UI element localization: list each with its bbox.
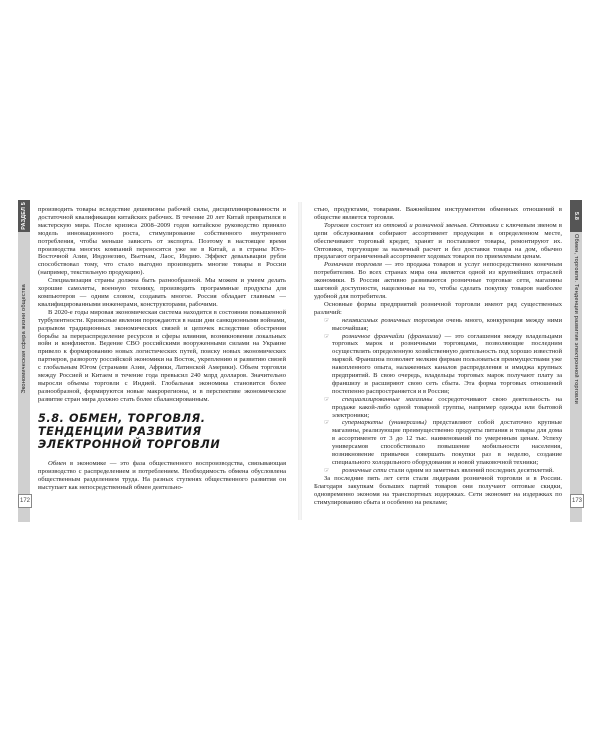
right-text-column [314,206,562,506]
right-side-strip [570,200,582,522]
finger-pointer-icon: ☞ [324,332,330,340]
page-number: 172 [18,494,32,508]
paragraph: За последние пять лет сети стали лидерами розничной торговли и в России. Благодаря закупкам больших партий товаров они получают оптовые скидки, одновременно экономя на транспортных издержках. Сети экономят на издержках по стимулированию сбыта и особенно на рекламе; [314,474,562,506]
running-title-text: Обмен, торговля. Тенденции развития электронной торговли [573,234,579,404]
page-number: 173 [570,494,584,508]
left-side-strip [18,200,30,522]
section-tab [18,200,30,232]
section-tab-label: РАЗДЕЛ 5 [21,202,27,230]
paragraph: Специализация страны должна быть разнообразной. Мы можем и умеем делать хорошие самолеты, военную технику, производить программные продукты для компьютеров — одним словом, создавать многое. Россия обладает главным — квалифицированными инженерами, конструкторами, рабочими. [38,277,286,308]
running-title-text: Экономическая сфера жизни общества [21,284,27,394]
heading-line: ТЕНДЕНЦИИ РАЗВИТИЯ [38,425,202,439]
term: оптовой и розничной звеньев [383,221,467,229]
section-heading [38,412,286,452]
paragraph-text: — это продажа товаров и услуг непосредственно конечным потребителям. Во всех странах мира она является одной из крупнейших отраслей экономики. В России активно развиваются розничные торговые сети, магазины шаговой доступности, нацеленные на то, чтобы сделать покупку товаров наиболее удобной для потребителя. [314,261,562,300]
term: Оптовики [469,221,499,229]
term: супермаркеты (универсамы) [342,419,427,427]
list-item-text: очень много, конкуренция между ними высочайшая; [332,316,562,332]
paragraph: стью, продуктами, товарами. Важнейшим инструментом обменных отношений в обществе является торговля. [314,206,562,221]
running-title [18,234,30,394]
paragraph [314,222,562,262]
section-tab-label: 5.8 [573,211,579,221]
finger-pointer-icon: ☞ [324,419,330,427]
list-item [314,317,562,333]
term: розничные сети [342,466,387,474]
section-tab [570,200,582,232]
term: независимых розничных торговцев [342,316,443,324]
finger-pointer-icon: ☞ [324,395,330,403]
term: Розничная торговля [324,261,382,269]
paragraph-text: в экономике — это фаза общественного воспроизводства, связывающая производство с распределением и потреблением. Необходимость обмена обусловлена общественным разделением труда. На разных ступенях общественного развития он выступает как непосредственный обмен деятельно- [38,459,286,491]
paragraph: производить товары вследствие дешевизны рабочей силы, дисциплинированности и достаточной квалификации китайских рабочих. В течение 20 лет Китай превратился в мастерскую мира. После кризиса 2008–2009 годов китайское руководство приняло модель инновационного роста, стимулирование собственного внутреннего потребления, чтобы меньше зависеть от экспорта. Поэтому в настоящее время производства многих компаний переносятся уже не в Китай, а в страны Юго-Восточной Азии, Индонезию, Вьетнам, Лаос, Индию. Эффект девальвации рубля способствовал тому, что стало выгодно производить многие товары в России (например, текстильную продукцию). [38,206,286,277]
list-item [314,467,562,475]
list-item [314,333,562,396]
heading-line: ЭЛЕКТРОННОЙ ТОРГОВЛИ [38,438,221,452]
list-item-text: представляют собой достаточно крупные магазины, реализующие преимущественно продукты питания и товары для дома в ассортименте от 3 до 12 тыс. наименований по умеренным ценам. Успеху универсамов способствовало повышение мобильности населения, возникновение привычки совершать покупки раз в неделю, создание специального холодильного оборудования и новой упаковочной техники; [332,419,562,466]
finger-pointer-icon: ☞ [324,466,330,474]
paragraph [314,261,562,301]
list-item-text: — это соглашения между владельцами торговых марок и розничными торговцами, позволяющие последним осуществлять определенную хозяйственную деятельность под хорошо известной маркой. Франшиза позволяет мелким фирмам пользоваться преимуществами уже накопленного опыта, налаженных каналов распределения и имиджа крупных предприятий. В свою очередь, владельцы торговых марок получают плату за франшизу и расширяют свою сеть сбыта. Эта форма торговых отношений постепенно распространяется и в России; [332,332,562,395]
right-page [300,202,600,520]
list-item [314,419,562,466]
finger-pointer-icon: ☞ [324,316,330,324]
paragraph: Основные формы предприятий розничной торговли имеют ряд существенных различий: [314,300,562,316]
paragraph [38,460,286,492]
term: Обмен [48,459,67,467]
left-page [0,202,300,520]
left-text-column [38,206,286,492]
list-item [314,396,562,420]
paragraph: В 2020-е годы мировая экономическая система находится в состоянии повышенной турбулентности. Кризисные явления порождаются в наши дни санкционными войнами, разрывом традиционных экономических связей и цепочек вследствие обострения борьбы за перераспределение ресурсов и сферы влияния, возникновения локальных войн и конфликтов. Ведение СВО российскими вооруженными силами на Украине привело к формированию новых логистических путей, поиску новых экономических партнеров, развороту российской экономики на Восток, укреплению и развитию связей с глобальным Югом (странами Азии, Африки, Латинской Америки). Объем торговли между Россией и Китаем в течение года превысил 240 млрд долларов. Значительно выросли объемы торговли с Индией. Глобальная экономика становится более разнообразной, формируются новые макрорегионы, и в перспективе экономическое развитие стран мира должно стать более сбалансированным. [38,308,286,403]
term: розничное франчайзи (франшиза) [342,332,441,340]
list-item-text: сосредоточивают свою деятельность на продаже какой-либо одной товарной группы, например одежды или бытовой электроники; [332,395,562,419]
paragraph-text: состоит из [348,221,384,229]
list-item-text: стали одним из заметных явлений последних десятилетий. [386,466,554,474]
heading-line: 5.8. ОБМЕН, ТОРГОВЛЯ. [38,411,206,425]
term: Торговля [324,221,349,229]
paragraph-text: . [466,221,470,229]
running-title [570,234,582,404]
term: специализированные магазины [342,395,433,403]
paragraph-text: с ключевым звеном в цепи обслуживания собирают ассортимент продукции в определенном месте, обеспечивают торговый кредит, хранят и поставляют товары, ремонтируют их. Оптовики, торгующие за наличный расчет и без доставки товара на дом, обычно предлагают ограниченный ассортимент ходовых товаров по приемлемым ценам. [314,221,562,261]
